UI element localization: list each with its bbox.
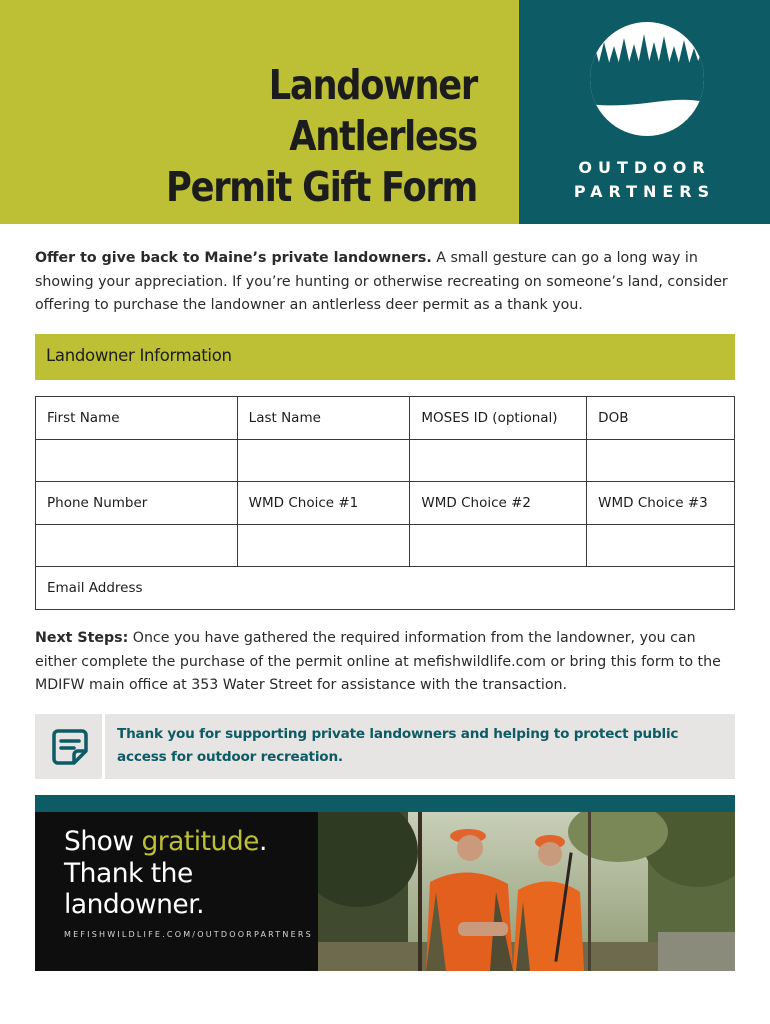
- outdoor-partners-logo-icon: [589, 20, 705, 138]
- table-row: [36, 397, 735, 440]
- note-icon: [50, 727, 90, 767]
- landowner-info-table: [35, 396, 735, 610]
- page-title-line2: Permit Gift Form: [166, 163, 478, 211]
- next-steps-lead: Next Steps:: [35, 630, 129, 646]
- page-title-line1: Landowner Antlerless: [268, 61, 477, 160]
- intro-body: A small gesture can go a long way in showing your appreciation. If you’re hunting or otherwise recreating on someone’s land, consider offering to purchase the landowner an antlerless deer permit as a thank you.: [35, 250, 728, 313]
- intro-paragraph: [35, 247, 740, 318]
- page-title: [99, 60, 477, 213]
- wmd-choice-1-label: WMD Choice #1: [237, 482, 410, 525]
- header-title-panel: [0, 0, 519, 224]
- hunters-photo: [318, 812, 735, 971]
- intro-lead: Offer to give back to Maine’s private landowners.: [35, 250, 432, 266]
- table-row: [36, 440, 735, 482]
- phone-number-label: Phone Number: [36, 482, 238, 525]
- thank-you-callout: [35, 714, 735, 779]
- banner-url[interactable]: MEFISHWILDLIFE.COM/OUTDOORPARTNERS: [64, 930, 313, 939]
- table-row: [36, 567, 735, 610]
- moses-id-label: MOSES ID (optional): [410, 397, 587, 440]
- section-heading-bar: [35, 334, 735, 380]
- callout-text: Thank you for supporting private landowners and helping to protect public access for outdoor recreation.: [117, 726, 679, 765]
- banner-line3: landowner.: [64, 889, 205, 920]
- wmd-choice-3-field[interactable]: [587, 525, 735, 567]
- dob-label: DOB: [587, 397, 735, 440]
- banner-line1-accent: gratitude: [141, 826, 259, 857]
- next-steps-body: Once you have gathered the required information from the landowner, you can either complete the purchase of the permit online at mefishwildlife.com or bring this form to the MDIFW main office at 353 Water Street for assistance with the transaction.: [35, 630, 721, 693]
- table-row: [36, 525, 735, 567]
- banner-headline: [64, 826, 267, 921]
- banner-line1-post: .: [258, 826, 267, 857]
- callout-icon-box: [35, 714, 105, 779]
- last-name-field[interactable]: [237, 440, 410, 482]
- banner-top-strip: [35, 795, 735, 812]
- wmd-choice-1-field[interactable]: [237, 525, 410, 567]
- phone-number-field[interactable]: [36, 525, 238, 567]
- promo-banner: [35, 812, 735, 971]
- banner-line2: Thank the: [64, 857, 193, 889]
- table-row: [36, 482, 735, 525]
- moses-id-field[interactable]: [410, 440, 587, 482]
- logo-text-outdoor: OUTDOOR: [578, 158, 711, 177]
- last-name-label: Last Name: [237, 397, 410, 440]
- logo-text-partners: PARTNERS: [573, 182, 716, 201]
- first-name-field[interactable]: [36, 440, 238, 482]
- first-name-label: First Name: [36, 397, 238, 440]
- email-address-field[interactable]: Email Address: [36, 567, 735, 610]
- dob-field[interactable]: [587, 440, 735, 482]
- section-heading: Landowner Information: [46, 346, 232, 365]
- next-steps-paragraph: [35, 627, 740, 698]
- header: [0, 0, 770, 224]
- wmd-choice-3-label: WMD Choice #3: [587, 482, 735, 525]
- wmd-choice-2-label: WMD Choice #2: [410, 482, 587, 525]
- header-logo-panel: [519, 0, 770, 224]
- wmd-choice-2-field[interactable]: [410, 525, 587, 567]
- banner-line1-pre: Show: [64, 826, 142, 857]
